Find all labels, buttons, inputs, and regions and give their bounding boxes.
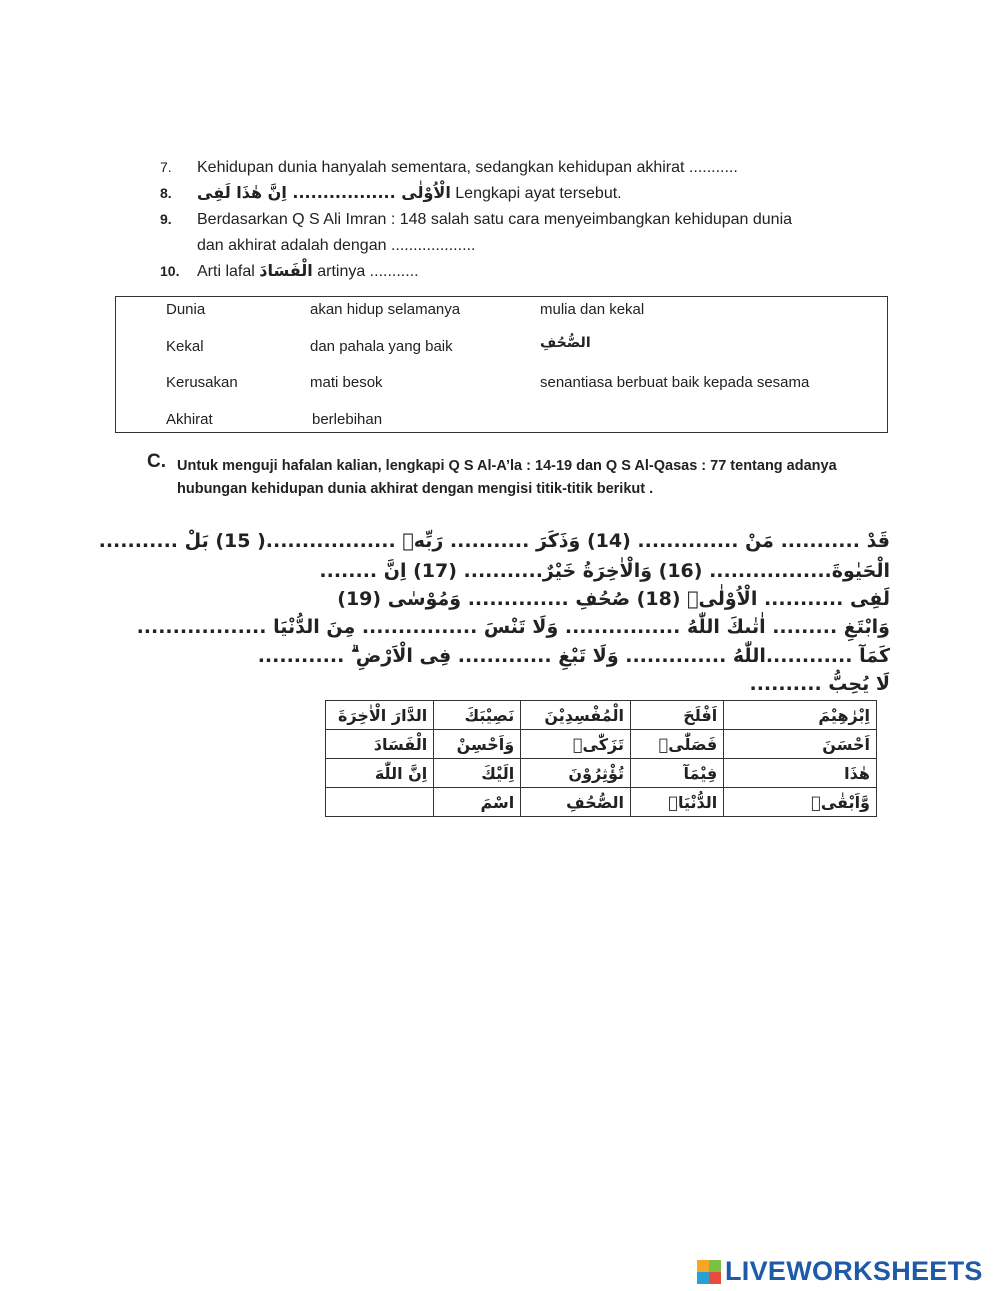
word-bank-item: Kekal [166,338,204,355]
question-text-pre: Arti lafal [197,263,260,280]
word-bank-item: senantiasa berbuat baik kepada sesama [540,374,810,391]
question-9 [160,206,792,259]
question-number: 9. [160,211,172,227]
logo-square-icon [697,1260,709,1272]
word-bank-item: dan pahala yang baik [310,338,453,355]
table-row [326,759,877,788]
table-cell: الصُّحُفِ [521,788,631,817]
table-cell: اِبْرٰهِيْمَ [724,701,877,730]
question-text-continued: dan akhirat adalah dengan ................... [197,237,476,254]
table-cell: اَفْلَحَ [631,701,724,730]
question-number: 10. [160,263,180,279]
word-bank-item: Akhirat [166,411,213,428]
arabic-verse-line: قَدْ ........... مَنْ .............. (14) وَذَكَرَ ........... رَبِّهٖ ..................( 15) بَلْ ........... [98,530,890,552]
arabic-word-table [325,700,877,817]
question-text: Kehidupan dunia hanyalah sementara, sedangkan kehidupan akhirat ........... [197,159,738,176]
table-cell: اِلَيْكَ [434,759,521,788]
arabic-verse-line: وَابْتَغِ ......... اٰتٰىكَ اللّٰهُ ................ وَلَا تَنْسَ ................ مِنَ الدُّنْيَا .................. [136,616,890,638]
arabic-verse-line: كَمَآ ............اللّٰهُ .............. وَلَا تَبْغِ ............. فِى الْاَرْضِ ۗ ............ [257,645,890,667]
question-7 [160,154,738,181]
table-cell: وَّاَبْقٰىۗ [724,788,877,817]
word-bank-item: berlebihan [312,411,383,428]
table-cell: نَصِيْبَكَ [434,701,521,730]
table-cell: الْمُفْسِدِيْنَ [521,701,631,730]
logo-square-icon [709,1272,721,1284]
question-arabic: الْاُوْلٰى ................. اِنَّ هٰذَا لَفِى [197,183,451,202]
word-bank-item: mulia dan kekal [540,301,645,318]
question-10 [160,258,419,285]
table-cell: تُؤْثِرُوْنَ [521,759,631,788]
word-bank-item: mati besok [310,374,383,391]
word-bank-item: Kerusakan [166,374,238,391]
arabic-verse-line: لَفِى ........... الْاُوْلٰىۙ (18) صُحُفِ .............. وَمُوْسٰى (19) [337,588,890,610]
section-c-label: C. [147,451,166,472]
arabic-verse-line: لَا يُحِبُّ .......... [749,673,890,695]
arabic-verse-line: الْحَيٰوةَ................. (16) وَالْاٰخِرَةُ خَيْرٌ........... (17) اِنَّ ........ [319,560,890,582]
question-number: 8. [160,185,172,201]
table-cell: اِنَّ اللّٰهَ [326,759,434,788]
word-bank-item: Dunia [166,301,206,318]
table-cell: الدُّنْيَاۖ [631,788,724,817]
section-c-instruction: Untuk menguji hafalan kalian, lengkapi Q S Al-A’la : 14-19 dan Q S Al-Qasas : 77 tentang adanya hubungan kehidupan dunia akhirat dengan mengisi titik-titik berikut . [177,458,837,497]
table-cell: وَاَحْسِنْ [434,730,521,759]
liveworksheets-logo [697,1256,983,1287]
table-row [326,701,877,730]
question-arabic: الْفَسَادَ [259,261,313,280]
table-cell: فِيْمَآ [631,759,724,788]
table-row [326,788,877,817]
table-cell: اَحْسَنَ [724,730,877,759]
table-cell: فَصَلّٰىۗ [631,730,724,759]
table-cell: الدَّارَ الْاٰخِرَةَ [326,701,434,730]
question-text: Lengkapi ayat tersebut. [450,185,622,202]
table-cell: اسْمَ [434,788,521,817]
logo-text: LIVEWORKSHEETS [725,1256,983,1286]
table-cell: الْفَسَادَ [326,730,434,759]
question-text: Berdasarkan Q S Ali Imran : 148 salah satu cara menyeimbangkan kehidupan dunia [197,211,793,228]
logo-mark-icon [697,1260,721,1284]
table-cell: هٰذَا [724,759,877,788]
table-row [326,730,877,759]
word-bank-item: akan hidup selamanya [310,301,461,318]
table-cell: تَزَكّٰىۙ [521,730,631,759]
word-bank-box [115,296,888,433]
question-text: artinya ........... [312,263,419,280]
logo-square-icon [709,1260,721,1272]
question-8 [160,180,622,207]
logo-square-icon [697,1272,709,1284]
question-number: 7. [160,159,172,175]
word-bank-item-arabic: الصُّحُفِ [540,335,591,351]
table-cell [326,788,434,817]
